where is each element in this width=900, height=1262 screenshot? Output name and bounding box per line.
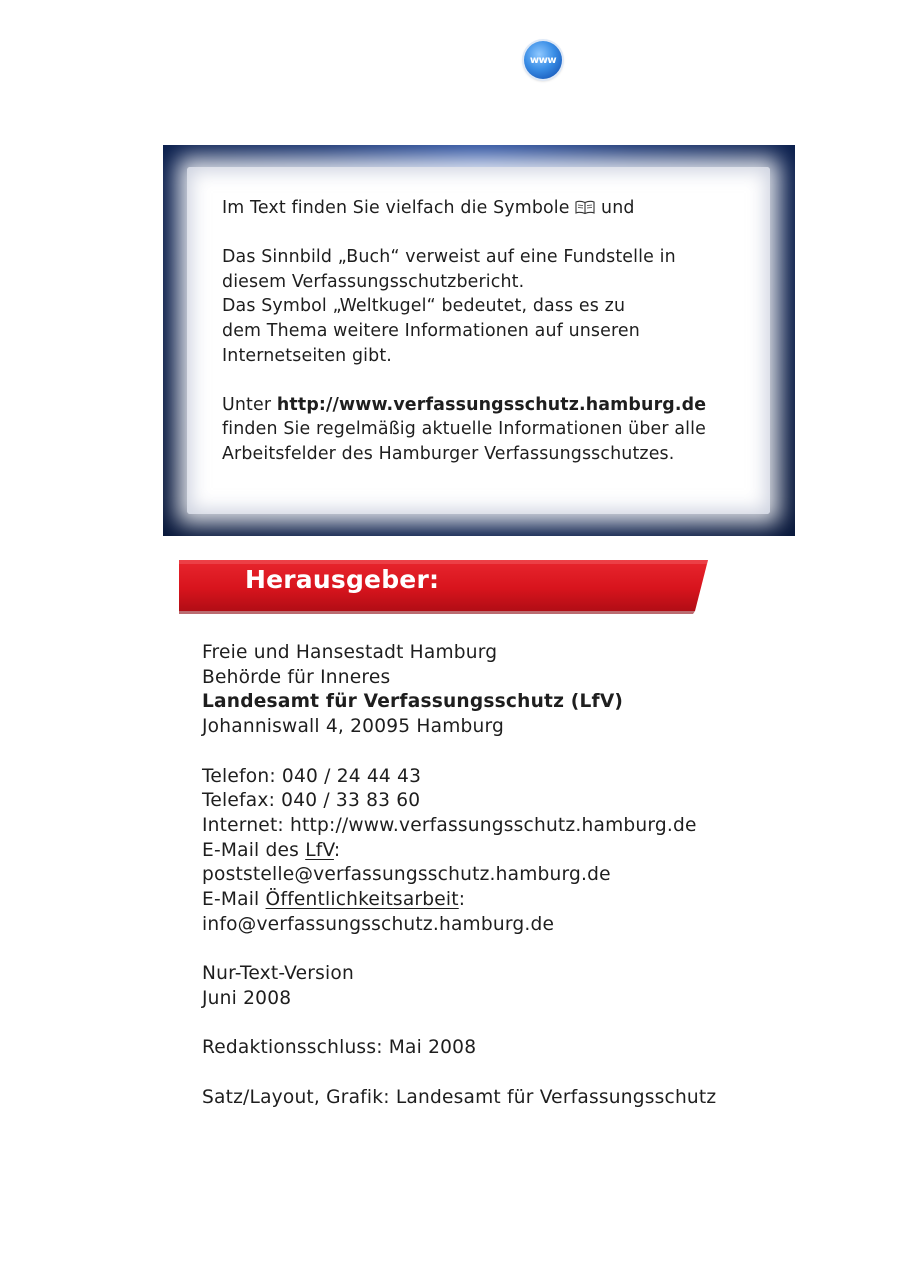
info-line: finden Sie regelmäßig aktuelle Informationen über alle [222, 419, 706, 440]
info-line: diesem Verfassungsschutzbericht. [222, 271, 525, 292]
org-line: Freie und Hansestadt Hamburg [202, 642, 498, 663]
info-line: dem Thema weitere Informationen auf unseren [222, 320, 640, 341]
phone-line: Telefon: 040 / 24 44 43 [202, 765, 422, 787]
internet-line[interactable]: Internet: http://www.verfassungsschutz.hamburg.de [202, 814, 697, 836]
abbr-lfv: LfV [305, 839, 334, 861]
globe-icon-label: www [529, 54, 557, 66]
url-line: Unter http://www.verfassungsschutz.hamburg.de [222, 394, 707, 415]
version-line: Nur-Text-Version [202, 963, 354, 985]
info-line: Arbeitsfelder des Hamburger Verfassungsschutzes. [222, 443, 675, 464]
banner-title: Herausgeber: [245, 565, 440, 594]
date-line: Juni 2008 [202, 987, 292, 1009]
layout-credit: Satz/Layout, Grafik: Landesamt für Verfassungsschutz [202, 1086, 717, 1108]
org-line: Behörde für Inneres [202, 666, 391, 688]
abbr-oe: Öffentlichkeitsarbeit [265, 889, 459, 911]
org-line: Landesamt für Verfassungsschutz (LfV) [202, 691, 624, 713]
globe-icon [524, 41, 562, 79]
email-oe-address[interactable]: info@verfassungsschutz.hamburg.de [202, 913, 555, 935]
info-line: Internetseiten gibt. [222, 345, 392, 366]
email-oe-label: E-Mail Öffentlichkeitsarbeit: [202, 889, 466, 911]
symbols-line: Im Text finden Sie vielfach die Symbole und [222, 198, 635, 218]
email-lfv-label: E-Mail des LfV: [202, 839, 341, 861]
email-lfv-address[interactable]: poststelle@verfassungsschutz.hamburg.de [202, 864, 611, 886]
info-line: Das Sinnbild „Buch“ verweist auf eine Fundstelle in [222, 247, 676, 268]
address-line: Johanniswall 4, 20095 Hamburg [202, 716, 505, 738]
publisher-details [202, 641, 842, 1110]
fax-line: Telefax: 040 / 33 83 60 [202, 790, 421, 812]
info-line: Das Symbol „Weltkugel“ bedeutet, dass es zu [222, 296, 626, 317]
book-icon [575, 199, 595, 215]
editorial-deadline: Redaktionsschluss: Mai 2008 [202, 1037, 477, 1059]
info-box-text [222, 196, 762, 467]
website-link[interactable]: http://www.verfassungsschutz.hamburg.de [276, 394, 707, 415]
